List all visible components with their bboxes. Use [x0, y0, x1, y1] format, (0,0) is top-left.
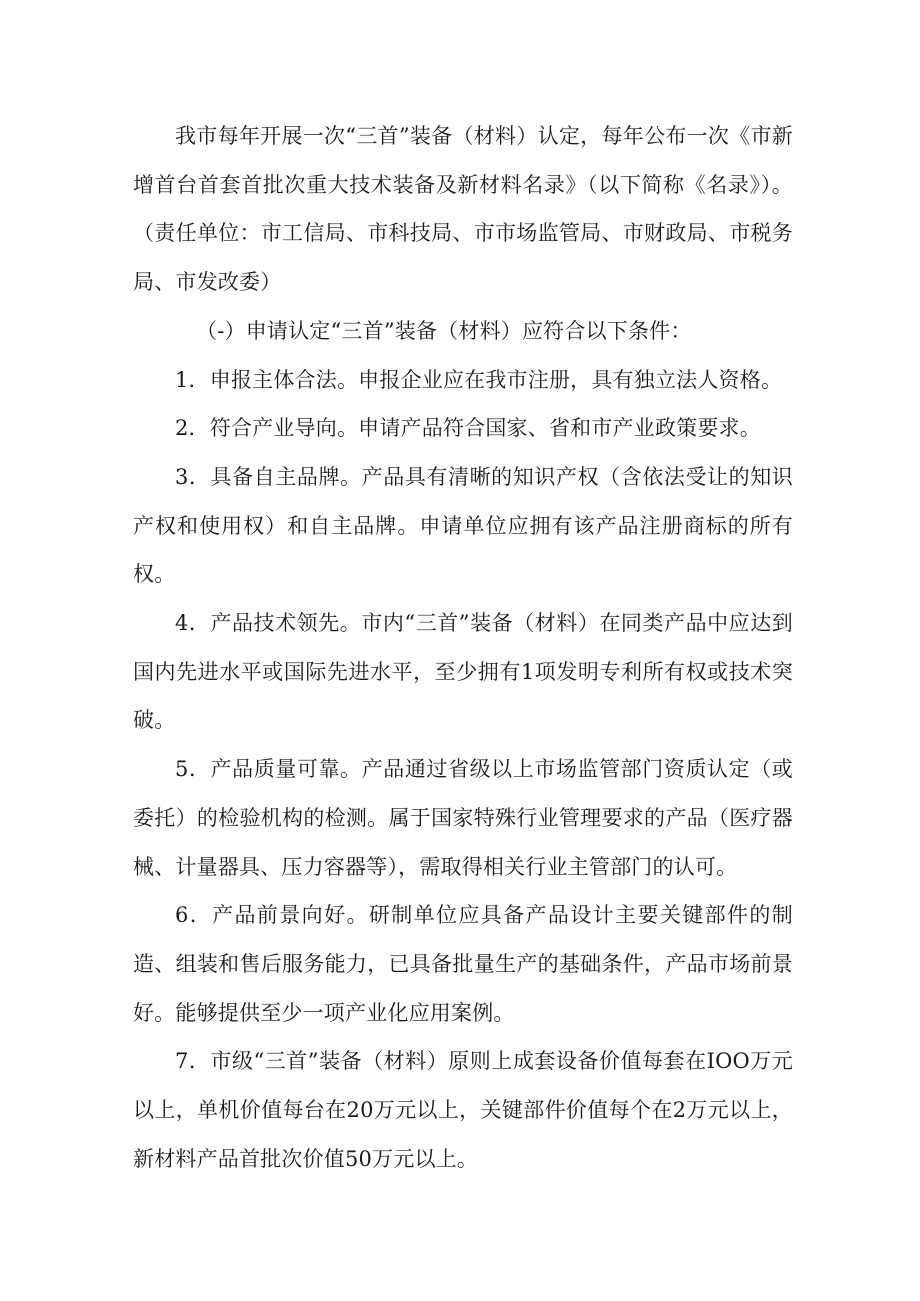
- condition-item-3: 3．具备自主品牌。产品具有清晰的知识产权（含依法受让的知识产权和使用权）和自主品牌。申请单位应拥有该产品注册商标的所有权。: [133, 464, 793, 587]
- condition-item-7: 7．市级“三首”装备（材料）原则上成套设备价值每套在IOO万元以上，单机价值每台在20万元以上，关键部件价值每个在2万元以上，新材料产品首批次价值50万元以上。: [133, 1049, 793, 1171]
- condition-item-6: 6．产品前景向好。研制单位应具备产品设计主要关键部件的制造、组装和售后服务能力，已具备批量生产的基础条件，产品市场前景好。能够提供至少一项产业化应用案例。: [133, 903, 793, 1025]
- condition-item-1: 1．申报主体合法。申报企业应在我市注册，具有独立法人资格。: [175, 367, 783, 392]
- condition-item-4: 4．产品技术领先。市内“三首”装备（材料）在同类产品中应达到国内先进水平或国际先进水平，至少拥有1项发明专利所有权或技术突破。: [133, 611, 793, 733]
- condition-item-2: 2．符合产业导向。申请产品符合国家、省和市产业政策要求。: [175, 416, 761, 441]
- intro-paragraph: 我市每年开展一次“三首”装备（材料）认定，每年公布一次《市新增首台首套首批次重大技术装备及新材料名录》（以下简称《名录》）。（责任单位：市工信局、市科技局、市市场监管局、市财政局、市税务局、市发改委）: [133, 124, 793, 295]
- document-body: [133, 112, 793, 1183]
- condition-item-5: 5．产品质量可靠。产品通过省级以上市场监管部门资质认定（或委托）的检验机构的检测。属于国家特殊行业管理要求的产品（医疗器械、计量器具、压力容器等），需取得相关行业主管部门的认可。: [133, 757, 793, 879]
- section-heading: （-）申请认定“三首”装备（材料）应符合以下条件：: [196, 318, 692, 343]
